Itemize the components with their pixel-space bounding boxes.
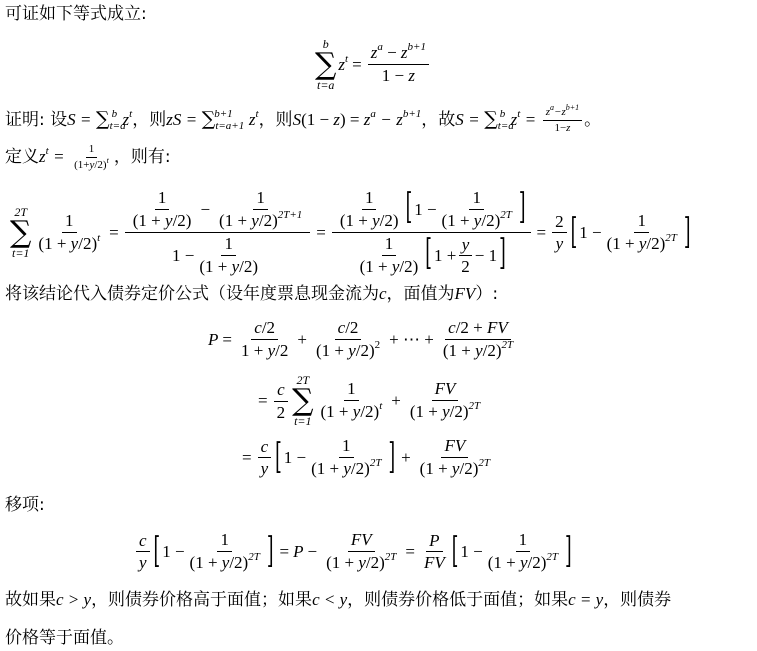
bond-price-formula-2: = $\frac{c}{2}$ 2T ∑ t=1 $\frac{1}{(1 + y/2)^t}$ + $\frac{FV}{(1 + y/2)^{2T}}$ (258, 373, 481, 428)
intro-text: 可证如下等式成立: (5, 4, 147, 24)
apply-line: 将该结论代入债券定价公式（设年度票息现金流为c，面值为FV）: (5, 284, 499, 304)
conclusion-line-2: 价格等于面值。 (5, 628, 124, 648)
bond-price-formula-3: = $\frac{c}{y}$ [ 1 − $\frac{1}{(1 + y/2)^{2T}}$ ] + $\frac{FV}{(1 + y/2)^{2T}}$ (242, 436, 490, 479)
rearranged-equation: $\frac{c}{y}$ [ 1 − $\frac{1}{(1 + y/2)^{2T}}$ ] = P − $\frac{FV}{(1 + y/2)^{2T}}$ = $\frac{P}{FV}$ [ 1 − $\frac{1}{(1 + y/2)^{2T}}$ ] (134, 530, 574, 573)
geometric-sum-identity: b ∑ t=a $z^t$ = $\frac{z^a - z^{b+1}}{1 - z}$ (313, 38, 431, 92)
annuity-sum-derivation: 2T ∑ t=1 $\frac{1}{(1 + y/2)^t}$ = $\frac{1}{(1 + y/2)}$ − $\frac{1}{(1 + y/2)^{2T+1}}$ 1 − $\frac{1}{(1 + y/2)}$ = $\frac{1}{(1 + y/2)}$ [ 1 − $\frac{1}{(1 + y/2)^{2T}}$ ] $\frac{1}{(1 + y/2)}$ [ 1 + $\frac{y}{2}$ − 1 ] = $\frac{2}{y}$ [ 1 − $\frac{1}{(1 + y/2)^{2T}}$ ] (10, 186, 691, 277)
bond-price-formula-1: P = $\frac{c/2}{1 + y/2}$ + $\frac{c/2}{(1 + y/2)^2}$ + ⋯ + $\frac{c/2 + FV}{(1 + y/2)^{2T}}$ (208, 318, 514, 360)
proof-line: 证明: 设$S = \sum_{t=a}^b$ $z^t$，则zS = $\sum_{t=a+1}^{b+1}$ $z^t$，则$S(1 - z) = z^a - z^{b+1}$，故$S = \sum_{t=a}^b$ $z^t$ = $\frac{z^a-z^{b+1}}{1-z}$ 。 (5, 102, 602, 134)
conclusion-line-1: 故如果c > y，则债券价格高于面值；如果c < y，则债券价格低于面值；如果c = y，则债券 (5, 590, 672, 610)
move-label: 移项: (5, 495, 45, 515)
definition-line: 定义$z^t$ = $\frac{1}{(1+y/2)^t}$ ，则有: (5, 143, 171, 171)
